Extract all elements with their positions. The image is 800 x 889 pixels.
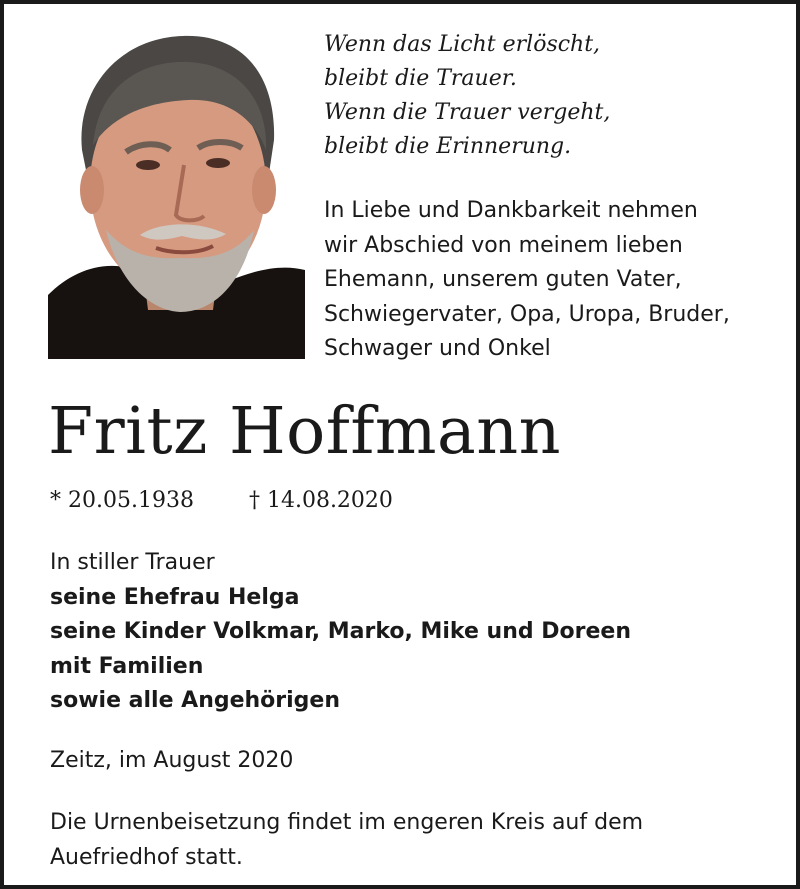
mourner-line: sowie alle Angehörigen: [50, 688, 341, 713]
death-date: † 14.08.2020: [248, 488, 393, 513]
mourners-list: [50, 546, 631, 719]
portrait-photo-image: [48, 30, 305, 359]
poem-line: bleibt die Trauer.: [324, 66, 517, 91]
memorial-poem: [324, 28, 610, 164]
poem-line: Wenn die Trauer vergeht,: [324, 100, 611, 125]
farewell-line: Ehemann, unserem guten Vater,: [324, 267, 682, 292]
deceased-name: Fritz Hoffmann: [48, 394, 562, 469]
mourners-intro: In stiller Trauer: [50, 550, 215, 575]
mourner-line: seine Kinder Volkmar, Marko, Mike und Doreen: [50, 619, 632, 644]
mourner-line: seine Ehefrau Helga: [50, 584, 300, 610]
portrait-photo: [48, 30, 305, 359]
poem-line: bleibt die Erinnerung.: [324, 134, 572, 159]
place-and-date: Zeitz, im August 2020: [50, 748, 294, 773]
burial-line: Auefriedhof statt.: [50, 844, 243, 870]
mourner-line: mit Familien: [50, 653, 204, 679]
poem-line: Wenn das Licht erlöscht,: [324, 32, 601, 57]
farewell-line: In Liebe und Dankbarkeit nehmen: [324, 198, 698, 223]
burial-notice: [50, 806, 643, 875]
farewell-text: [324, 194, 784, 367]
farewell-line: wir Abschied von meinem lieben: [324, 232, 683, 258]
farewell-line: Schwager und Onkel: [324, 336, 551, 361]
farewell-line: Schwiegervater, Opa, Uropa, Bruder,: [324, 301, 730, 327]
burial-line: Die Urnenbeisetzung findet im engeren Kreis auf dem: [50, 810, 644, 835]
life-dates: [50, 486, 393, 516]
birth-date: * 20.05.1938: [50, 488, 194, 513]
